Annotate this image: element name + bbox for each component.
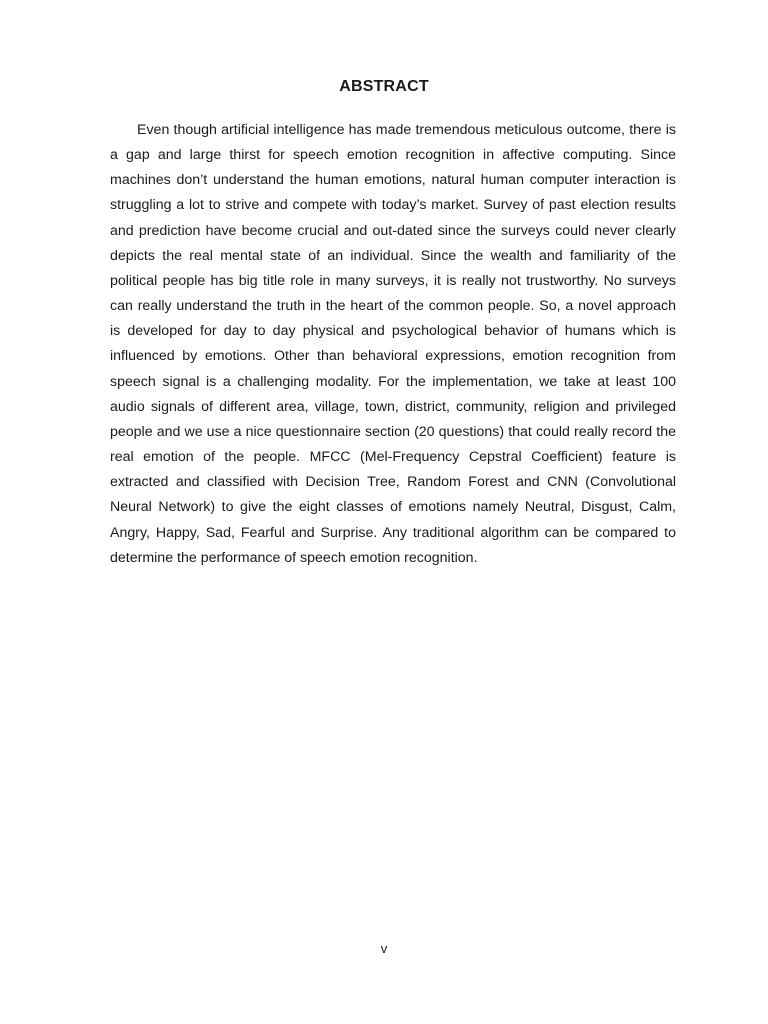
page-number: v (380, 941, 388, 956)
abstract-paragraph: Even though artificial intelligence has made tremendous meticulous outcome, there is a gap and large thirst for speech emotion recognition in affective computing. Since machines don’t understand the human emotions, natural human computer interaction is struggling a lot to strive and compete with today’s market. Survey of past election results and prediction have become crucial and out-dated since the surveys could never clearly depicts the real mental state of an individual. Since the wealth and familiarity of the political people has big title role in many surveys, it is really not trustworthy. No surveys can really understand the truth in the heart of the common people. So, a novel approach is developed for day to day physical and psychological behavior of humans which is influenced by emotions. Other than behavioral expressions, emotion recognition from speech signal is a challenging modality. For the implementation, we take at least 100 audio signals of different area, village, town, district, community, religion and privileged people and we use a nice questionnaire section (20 questions) that could really record the real emotion of the people. MFCC (Mel-Frequency Cepstral Coefficient) feature is extracted and classified with Decision Tree, Random Forest and CNN (Convolutional Neural Network) to give the eight classes of emotions namely Neutral, Disgust, Calm, Angry, Happy, Sad, Fearful and Surprise. Any traditional algorithm can be compared to determine the performance of speech emotion recognition. (110, 122, 676, 566)
abstract-heading: ABSTRACT (339, 78, 429, 95)
